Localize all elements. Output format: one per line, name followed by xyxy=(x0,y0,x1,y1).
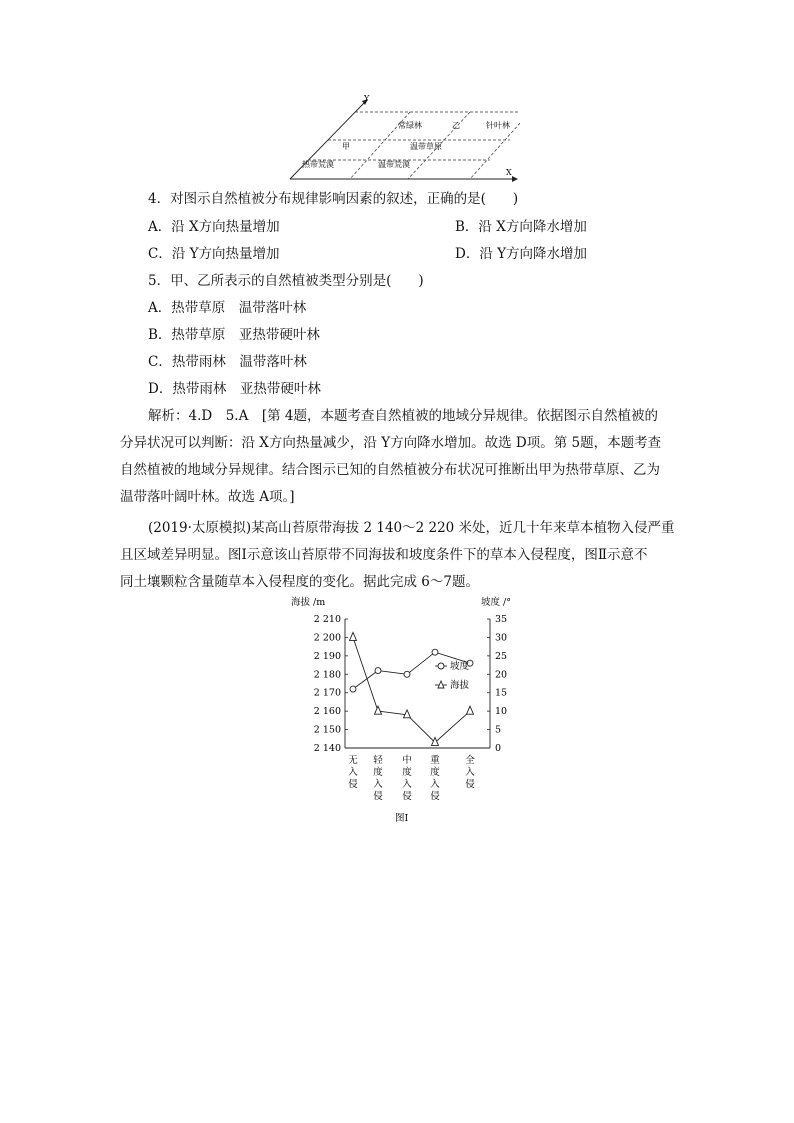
q5-option-a: A．热带草原 温带落叶林 xyxy=(148,300,307,316)
elevation-point xyxy=(375,706,382,714)
zone-label: 温带荒漠 xyxy=(378,160,410,169)
slope-point xyxy=(375,668,381,674)
x-category-label: 无入侵 xyxy=(348,755,358,790)
slope-point xyxy=(404,671,410,677)
q4-stem: 4．对图示自然植被分布规律影响因素的叙述，正确的是( ) xyxy=(148,191,519,207)
chart-figure-1 xyxy=(285,593,525,833)
y-left-tick-label: 2 170 xyxy=(313,687,341,699)
elevation-point xyxy=(467,706,474,714)
zone-label: 温带草原 xyxy=(410,142,442,151)
q4-option-c: C．沿 Y方向热量增加 xyxy=(148,246,280,262)
y-right-tick-label: 5 xyxy=(495,724,502,736)
y-left-tick-label: 2 210 xyxy=(313,614,341,625)
analysis-line: 分异状况可以判断：沿 X方向热量减少，沿 Y方向降水增加。故选 D项。第 5题，本题考查 xyxy=(120,435,662,451)
analysis-line: 自然植被的地域分异规律。结合图示已知的自然植被分布状况可推断出甲为热带草原、乙为 xyxy=(120,462,660,478)
zone-label: 热带荒漠 xyxy=(302,160,334,169)
y-left-axis-label: 海拔 /m xyxy=(291,597,326,608)
x-category-label: 全入侵 xyxy=(465,755,475,790)
legend-elevation: 海拔 xyxy=(450,680,470,691)
q4-option-b: B．沿 X方向降水增加 xyxy=(455,219,587,235)
slope-point xyxy=(350,686,356,692)
chart-title: 图Ⅰ xyxy=(395,813,409,824)
x-category-label: 重度入侵 xyxy=(430,755,440,802)
intro-line: (2019·太原模拟)某高山苔原带海拔 2 140～2 220 米处，近几十年来草本植物入侵严重 xyxy=(148,520,675,536)
y-left-tick-label: 2 200 xyxy=(313,632,341,644)
slope-point xyxy=(432,649,438,655)
zone-label: 常绿林 xyxy=(398,121,422,130)
intro-line: 且区域差异明显。图Ⅰ示意该山苔原带不同海拔和坡度条件下的草本入侵程度，图Ⅱ示意不 xyxy=(120,547,648,563)
y-right-tick-label: 30 xyxy=(495,632,508,644)
y-right-tick-label: 10 xyxy=(495,706,508,718)
y-left-tick-label: 2 180 xyxy=(313,669,341,681)
y-left-tick-label: 2 140 xyxy=(313,743,341,754)
x-axis-arrow xyxy=(512,176,518,182)
vegetation-zone-diagram xyxy=(280,95,520,185)
q5-option-c: C．热带雨林 温带落叶林 xyxy=(148,354,307,370)
zone-label: 甲 xyxy=(342,142,350,151)
analysis-line: 温带落叶阔叶林。故选 A项。] xyxy=(120,489,295,505)
legend-circle-icon xyxy=(438,663,444,669)
y-right-tick-label: 25 xyxy=(495,650,508,662)
intro-line: 同土壤颗粒含量随草本入侵程度的变化。据此完成 6～7题。 xyxy=(120,574,479,590)
y-axis-label: Y xyxy=(364,95,370,103)
y-left-tick-label: 2 160 xyxy=(313,706,341,718)
x-axis-label: X xyxy=(506,168,512,177)
x-category-label: 中度入侵 xyxy=(402,755,412,802)
elevation-point xyxy=(432,737,439,745)
zone-label: 乙 xyxy=(452,121,460,130)
legend-slope: 坡度 xyxy=(450,661,470,672)
y-right-tick-label: 15 xyxy=(495,687,508,699)
y-left-tick-label: 2 190 xyxy=(313,650,341,662)
y-left-tick-label: 2 150 xyxy=(313,724,341,736)
q5-stem: 5．甲、乙所表示的自然植被类型分别是( ) xyxy=(148,273,424,289)
y-right-tick-label: 20 xyxy=(495,669,508,681)
analysis-line: 解析：4.D 5.A [第 4题，本题考查自然植被的地域分异规律。依据图示自然植被的 xyxy=(148,408,658,424)
y-right-tick-label: 35 xyxy=(495,614,508,625)
legend-triangle-icon xyxy=(438,681,444,688)
elevation-point xyxy=(350,632,357,640)
elevation-point xyxy=(404,710,411,718)
q5-option-b: B．热带草原 亚热带硬叶林 xyxy=(148,327,320,343)
q4-option-d: D．沿 Y方向降水增加 xyxy=(455,246,588,262)
zone-label: 针叶林 xyxy=(486,121,510,130)
x-category-label: 轻度入侵 xyxy=(373,755,383,802)
q4-option-a: A．沿 X方向热量增加 xyxy=(148,219,280,235)
y-right-tick-label: 0 xyxy=(495,743,502,754)
y-right-axis-label: 坡度 /° xyxy=(481,597,511,608)
q5-option-d: D．热带雨林 亚热带硬叶林 xyxy=(148,381,321,397)
